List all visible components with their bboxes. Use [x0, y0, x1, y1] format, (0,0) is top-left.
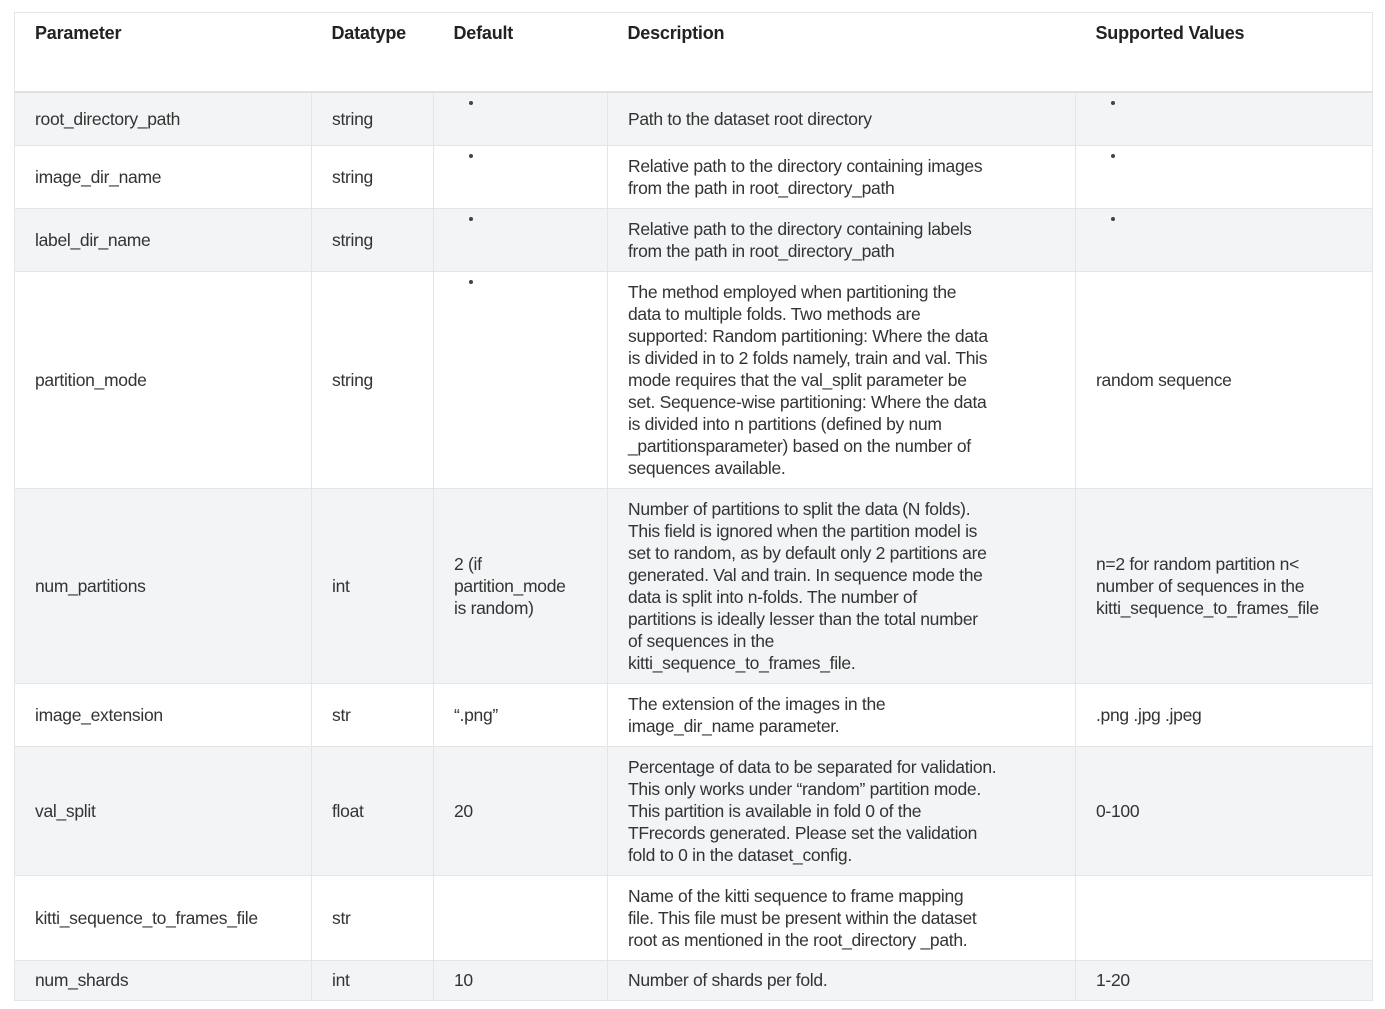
parameters-table: [14, 12, 1373, 1001]
description-cell-line: Path to the dataset root directory: [628, 108, 872, 129]
description-cell-line: TFrecords generated. Please set the validation: [628, 822, 978, 843]
default-cell: [434, 271, 608, 488]
default-cell-line: 10: [454, 970, 473, 990]
supported-values-cell-line: kitti_sequence_to_frames_file: [1096, 597, 1319, 618]
description-cell-line: image_dir_name parameter.: [628, 715, 840, 736]
description-cell-line: fold to 0 in the dataset_config.: [628, 844, 852, 865]
description-cell-line: from the path in root_directory_path: [628, 177, 895, 198]
default-cell: [434, 875, 608, 960]
description-cell-line: mode requires that the val_split parameter be: [628, 369, 967, 390]
table-row: [15, 271, 1373, 488]
datatype-cell: float: [312, 746, 434, 875]
table-row: [15, 145, 1373, 208]
supported-values-cell-line: random sequence: [1096, 369, 1232, 390]
datatype-cell: int: [312, 960, 434, 1000]
description-cell-line: file. This file must be present within the dataset: [628, 907, 977, 928]
default-cell-line: 20: [454, 800, 473, 821]
supported-values-cell-line: number of sequences in the: [1096, 575, 1305, 596]
parameter-cell: partition_mode: [15, 271, 312, 488]
default-cell: [434, 960, 608, 1000]
description-cell-line: This field is ignored when the partition model is: [628, 520, 978, 541]
default-cell-line: partition_mode: [454, 575, 566, 596]
description-cell: [608, 746, 1076, 875]
supported-values-cell: [1076, 92, 1373, 145]
table-row: [15, 683, 1373, 746]
bullet-icon: [469, 217, 473, 221]
parameter-cell: image_dir_name: [15, 145, 312, 208]
description-cell-line: of sequences in the: [628, 630, 775, 651]
default-cell: [434, 208, 608, 271]
description-cell-line: Relative path to the directory containing labels: [628, 218, 972, 239]
description-cell-line: This partition is available in fold 0 of the: [628, 800, 922, 821]
table-row: [15, 488, 1373, 683]
default-cell: [434, 683, 608, 746]
supported-values-cell-line: 0-100: [1096, 800, 1140, 821]
table-row: [15, 208, 1373, 271]
header-row: [15, 13, 1373, 93]
datatype-cell: str: [312, 875, 434, 960]
default-cell-line: 2 (if: [454, 553, 482, 574]
bullet-icon: [1111, 217, 1115, 221]
default-cell: [434, 92, 608, 145]
description-cell-line: is divided in to 2 folds namely, train and val. This: [628, 347, 988, 368]
description-cell-line: root as mentioned in the root_directory _path.: [628, 929, 968, 950]
supported-values-cell: [1076, 488, 1373, 683]
description-cell: [608, 145, 1076, 208]
bullet-icon: [1111, 101, 1115, 105]
header-description: Description: [608, 13, 1076, 93]
header-supported-values: Supported Values: [1076, 13, 1373, 93]
description-cell-line: supported: Random partitioning: Where the data: [628, 325, 988, 346]
bullet-icon: [469, 154, 473, 158]
datatype-cell: int: [312, 488, 434, 683]
default-cell: [434, 746, 608, 875]
supported-values-cell-line: n=2 for random partition n<: [1096, 553, 1300, 574]
description-cell-line: generated. Val and train. In sequence mode the: [628, 564, 983, 585]
description-cell: [608, 488, 1076, 683]
supported-values-cell: [1076, 271, 1373, 488]
description-cell-line: data to multiple folds. Two methods are: [628, 303, 921, 324]
supported-values-cell: [1076, 208, 1373, 271]
description-cell: [608, 92, 1076, 145]
header-default: Default: [434, 13, 608, 93]
supported-values-cell-line: 1-20: [1096, 970, 1130, 990]
description-cell-line: partitions is ideally lesser than the total number: [628, 608, 978, 629]
bullet-icon: [1111, 154, 1115, 158]
datatype-cell: string: [312, 208, 434, 271]
table-body: [15, 92, 1373, 1000]
parameter-cell: num_partitions: [15, 488, 312, 683]
table-row: [15, 960, 1373, 1000]
parameter-cell: val_split: [15, 746, 312, 875]
default-cell-line: “.png”: [454, 704, 498, 725]
table-row: [15, 746, 1373, 875]
default-cell: [434, 488, 608, 683]
supported-values-cell: [1076, 145, 1373, 208]
description-cell-line: Relative path to the directory containing images: [628, 155, 983, 176]
bullet-icon: [469, 101, 473, 105]
description-cell-line: is divided into n partitions (defined by num: [628, 413, 942, 434]
description-cell: [608, 683, 1076, 746]
description-cell-line: This only works under “random” partition mode.: [628, 778, 981, 799]
description-cell: [608, 208, 1076, 271]
supported-values-cell: [1076, 746, 1373, 875]
parameter-cell: image_extension: [15, 683, 312, 746]
description-cell-line: set to random, as by default only 2 partitions are: [628, 542, 987, 563]
default-cell: [434, 145, 608, 208]
supported-values-cell: [1076, 875, 1373, 960]
description-cell-line: from the path in root_directory_path: [628, 240, 895, 261]
header-parameter: Parameter: [15, 13, 312, 93]
supported-values-cell: [1076, 683, 1373, 746]
parameter-cell: label_dir_name: [15, 208, 312, 271]
description-cell-line: Percentage of data to be separated for validation.: [628, 756, 997, 777]
header-datatype: Datatype: [312, 13, 434, 93]
description-cell-line: kitti_sequence_to_frames_file.: [628, 652, 856, 673]
default-cell-line: is random): [454, 597, 534, 618]
description-cell-line: Number of partitions to split the data (N folds).: [628, 498, 971, 519]
description-cell-line: The extension of the images in the: [628, 693, 886, 714]
datatype-cell: string: [312, 145, 434, 208]
supported-values-cell: [1076, 960, 1373, 1000]
description-cell: [608, 875, 1076, 960]
description-cell: [608, 960, 1076, 1000]
description-cell-line: sequences available.: [628, 457, 786, 478]
parameter-cell: root_directory_path: [15, 92, 312, 145]
description-cell-line: set. Sequence-wise partitioning: Where the data: [628, 391, 987, 412]
supported-values-cell-line: .png .jpg .jpeg: [1096, 704, 1202, 725]
parameter-cell: kitti_sequence_to_frames_file: [15, 875, 312, 960]
table-row: [15, 875, 1373, 960]
parameter-cell: num_shards: [15, 960, 312, 1000]
datatype-cell: string: [312, 92, 434, 145]
table-row: [15, 92, 1373, 145]
description-cell-line: The method employed when partitioning the: [628, 281, 957, 302]
description-cell-line: _partitionsparameter) based on the number of: [628, 435, 971, 456]
bullet-icon: [469, 280, 473, 284]
description-cell-line: Number of shards per fold.: [628, 970, 828, 990]
description-cell: [608, 271, 1076, 488]
datatype-cell: str: [312, 683, 434, 746]
description-cell-line: Name of the kitti sequence to frame mapping: [628, 885, 964, 906]
description-cell-line: data is split into n-folds. The number of: [628, 586, 917, 607]
datatype-cell: string: [312, 271, 434, 488]
